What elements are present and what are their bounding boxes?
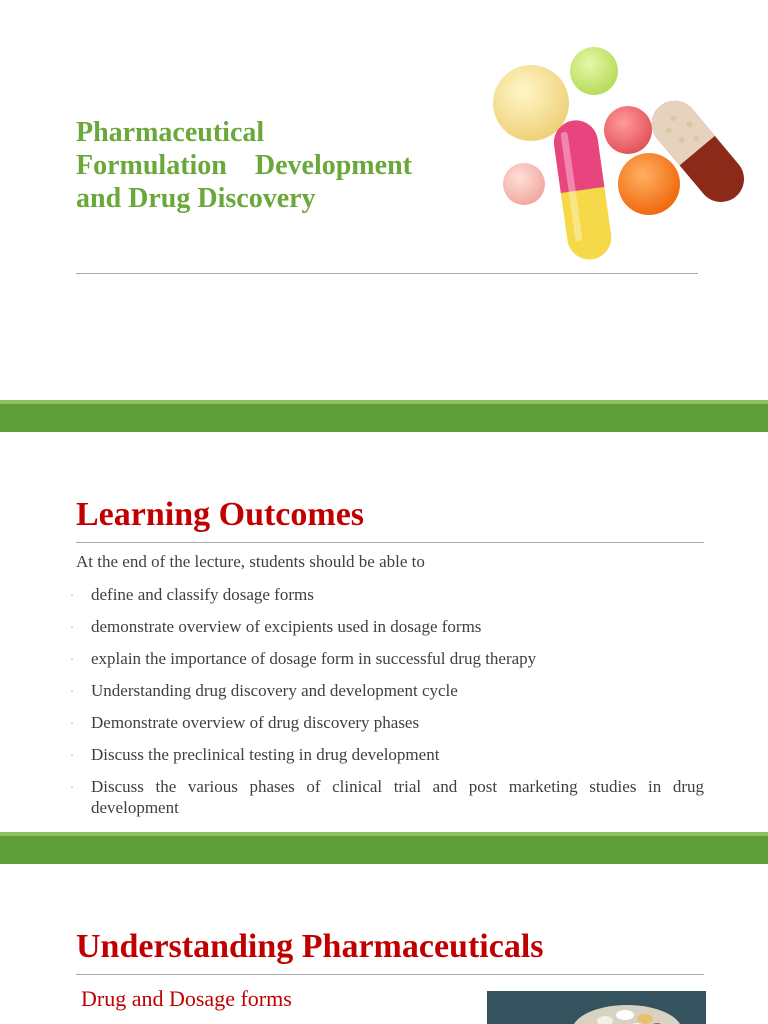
green-tablet	[570, 47, 618, 95]
orange-tablet	[618, 153, 680, 215]
pills-photo	[487, 991, 706, 1024]
slide-separator-band	[0, 832, 768, 864]
outcomes-list	[68, 584, 704, 829]
heading-divider	[76, 974, 704, 975]
presentation-title	[76, 116, 476, 215]
slide-title	[0, 0, 768, 400]
pink-tablet	[503, 163, 545, 205]
title-divider	[76, 273, 698, 274]
list-item: · explain the importance of dosage form in successful drug therapy	[70, 649, 537, 668]
bullet-icon: ·	[70, 684, 74, 698]
bullet-icon: ·	[70, 780, 74, 794]
list-item: · Understanding drug discovery and development cycle	[70, 681, 458, 700]
title-line-2: Formulation Development	[76, 150, 412, 181]
title-line-1: Pharmaceutical	[76, 117, 265, 148]
heading-divider	[76, 542, 704, 543]
slide-learning-outcomes	[0, 432, 768, 832]
slide-separator-band	[0, 400, 768, 432]
bullet-icon: ·	[70, 748, 74, 762]
learning-outcomes-heading: Learning Outcomes	[76, 496, 365, 533]
list-item: · Demonstrate overview of drug discovery phases	[70, 713, 420, 732]
bullet-icon: ·	[70, 588, 74, 602]
list-item: · demonstrate overview of excipients used in dosage forms	[70, 617, 482, 636]
list-item: · define and classify dosage forms	[70, 585, 314, 604]
bullet-icon: ·	[70, 716, 74, 730]
red-tablet	[604, 106, 652, 154]
yellow-tablet	[493, 65, 569, 141]
list-item: · Discuss the various phases of clinical trial and post marketing studies in drug development	[70, 777, 704, 817]
drug-dosage-forms-subheading: Drug and Dosage forms	[81, 986, 292, 1011]
understanding-pharmaceuticals-heading: Understanding Pharmaceuticals	[76, 928, 544, 965]
list-item: · Discuss the preclinical testing in drug development	[70, 745, 440, 764]
pills-image	[478, 30, 768, 270]
bullet-icon: ·	[70, 620, 74, 634]
bullet-icon: ·	[70, 652, 74, 666]
slide-understanding-pharmaceuticals	[0, 864, 768, 1024]
pink-yellow-capsule	[551, 118, 614, 263]
title-line-3: and Drug Discovery	[76, 183, 316, 214]
intro-text: At the end of the lecture, students should be able to	[76, 552, 425, 571]
